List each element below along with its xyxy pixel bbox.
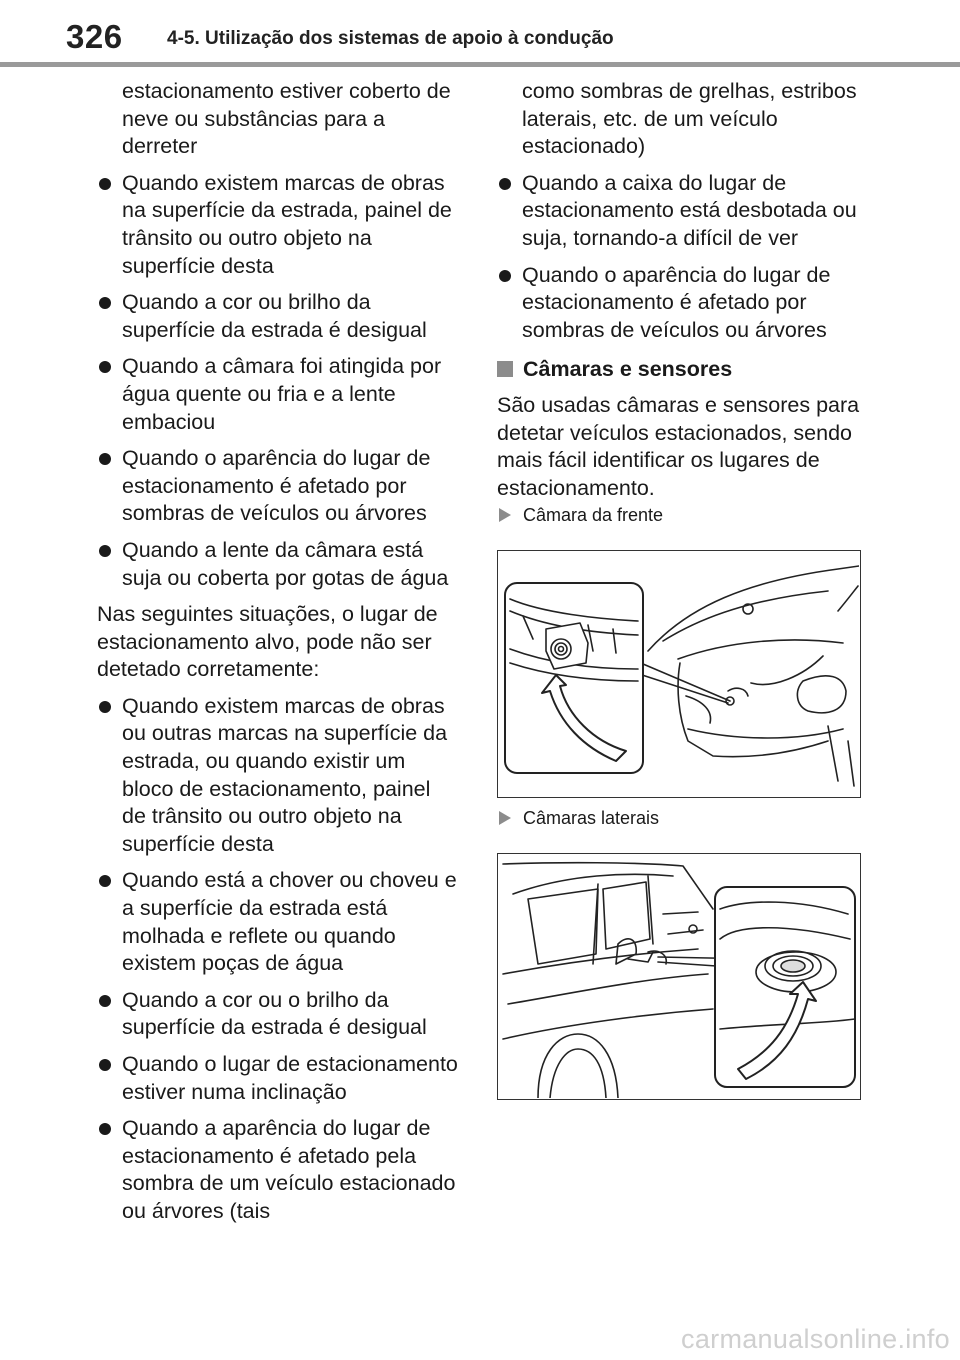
bullet-icon: [99, 361, 111, 373]
list-item: Quando existem marcas de obras ou outras marcas na superfície da estrada, ou quando existir um bloco de estacionamento, painel de trânsito ou outro objeto na superfície desta: [97, 693, 459, 859]
watermark: carmanualsonline.info: [681, 1324, 950, 1354]
bullet-icon: [99, 1123, 111, 1135]
continued-text: estacionamento estiver coberto de neve ou substâncias para a derreter: [122, 79, 451, 159]
bullet-icon: [99, 701, 111, 713]
body-paragraph: São usadas câmaras e sensores para detetar veículos estacionados, sendo mais fácil identificar os lugares de estacionamento.: [497, 392, 860, 500]
list-item: Quando a cor ou brilho da superfície da estrada é desigual: [97, 289, 459, 344]
list-item: Quando a câmara foi atingida por água quente ou fria e a lente embaciou: [97, 353, 459, 436]
intro-paragraph: Nas seguintes situações, o lugar de estacionamento alvo, pode não ser detetado corretamente:: [97, 602, 438, 682]
list-item: Quando o aparência do lugar de estacionamento é afetado por sombras de veículos ou árvores: [497, 262, 862, 345]
section-title: 4-5. Utilização dos sistemas de apoio à condução: [167, 28, 614, 49]
subsection-heading: Câmaras e sensores: [497, 356, 862, 384]
bullet-icon: [499, 270, 511, 282]
list-item: Quando está a chover ou choveu e a superfície da estrada está molhada e reflete ou quando existem poças de água: [97, 867, 459, 977]
list-item: Quando o aparência do lugar de estacionamento é afetado por sombras de veículos ou árvores: [97, 445, 459, 528]
list-item: Quando existem marcas de obras na superfície da estrada, painel de trânsito ou outro objeto na superfície desta: [97, 170, 459, 280]
figure-label-front-camera: Câmara da frente: [497, 503, 663, 527]
page-header: [0, 0, 960, 70]
bullet-icon: [99, 545, 111, 557]
continued-text: como sombras de grelhas, estribos laterais, etc. de um veículo estacionado): [522, 79, 857, 159]
list-item: Quando a lente da câmara está suja ou coberta por gotas de água: [97, 537, 459, 592]
bullet-icon: [99, 875, 111, 887]
left-column: [97, 78, 459, 1235]
bullet-icon: [99, 995, 111, 1007]
bullet-icon: [499, 178, 511, 190]
side-camera-illustration: [497, 853, 861, 1100]
figure-label-side-cameras: Câmaras laterais: [497, 806, 659, 830]
header-rule: [0, 62, 960, 67]
list-item: Quando a aparência do lugar de estacionamento é afetado pela sombra de um veículo estacionado ou árvores (tais: [97, 1115, 459, 1225]
list-item: Quando a caixa do lugar de estacionamento está desbotada ou suja, tornando-a difícil de ver: [497, 170, 862, 253]
page-number: 326: [66, 18, 123, 55]
bullet-icon: [99, 297, 111, 309]
right-column: [497, 78, 862, 511]
heading-square-icon: [497, 361, 513, 377]
triangle-icon: [499, 811, 511, 825]
bullet-icon: [99, 453, 111, 465]
bullet-icon: [99, 178, 111, 190]
list-item: Quando o lugar de estacionamento estiver numa inclinação: [97, 1051, 459, 1106]
triangle-icon: [499, 508, 511, 522]
front-camera-illustration: [497, 550, 861, 798]
list-item: Quando a cor ou o brilho da superfície da estrada é desigual: [97, 987, 459, 1042]
bullet-icon: [99, 1059, 111, 1071]
